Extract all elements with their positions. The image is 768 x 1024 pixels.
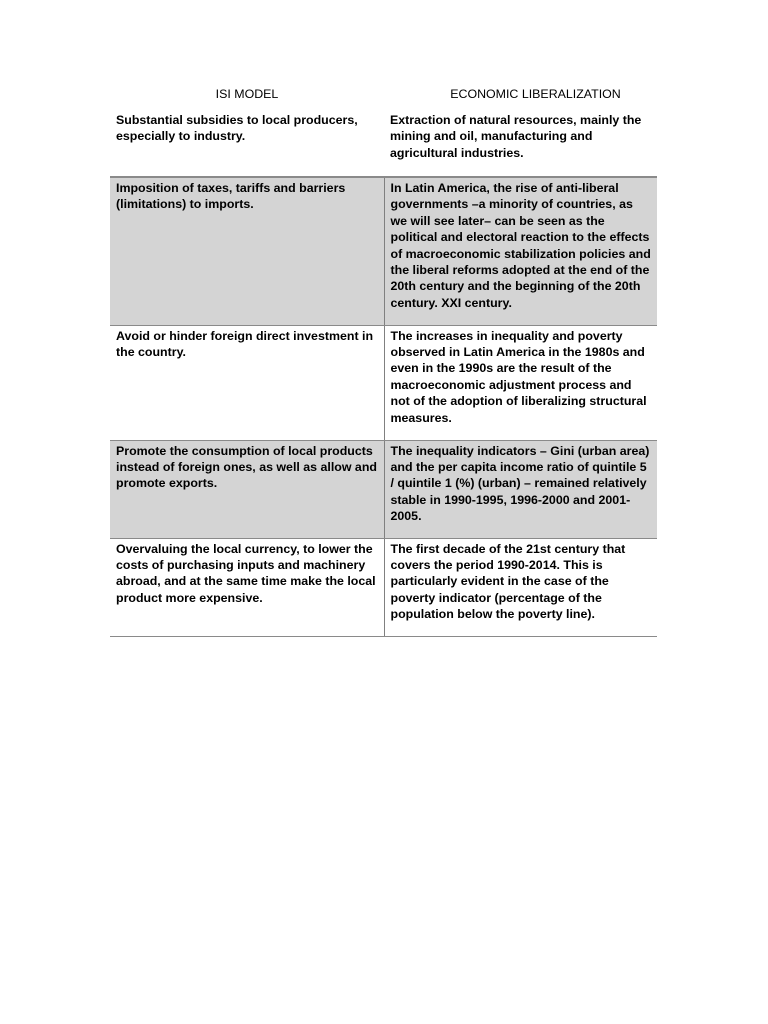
table-header xyxy=(110,86,657,110)
table-row xyxy=(110,325,657,440)
table-row xyxy=(110,110,657,177)
header-isi-model: ISI MODEL xyxy=(215,87,279,101)
isi-cell: Overvaluing the local currency, to lower the costs of purchasing inputs and machinery abroad, and at the same time make the local product more expensive. xyxy=(110,538,384,636)
table-row xyxy=(110,538,657,636)
header-economic-liberalization: ECONOMIC LIBERALIZATION xyxy=(450,87,621,101)
isi-cell: Avoid or hinder foreign direct investment in the country. xyxy=(110,325,384,440)
table-row xyxy=(110,177,657,325)
comparison-table xyxy=(110,86,657,637)
table-row xyxy=(110,440,657,538)
isi-cell: Imposition of taxes, tariffs and barriers (limitations) to imports. xyxy=(110,177,384,325)
isi-cell: Promote the consumption of local products instead of foreign ones, as well as allow and promote exports. xyxy=(110,440,384,538)
header-row xyxy=(110,86,657,110)
liberalization-cell: The increases in inequality and poverty observed in Latin America in the 1980s and even in the 1990s are the result of the macroeconomic adjustment process and not of the adoption of liberalizing structural measures. xyxy=(384,325,657,440)
liberalization-cell: The first decade of the 21st century that covers the period 1990-2014. This is particularly evident in the case of the poverty indicator (percentage of the population below the poverty line). xyxy=(384,538,657,636)
liberalization-cell: Extraction of natural resources, mainly the mining and oil, manufacturing and agricultural industries. xyxy=(384,110,657,177)
liberalization-cell: The inequality indicators – Gini (urban area) and the per capita income ratio of quintile 5 / quintile 1 (%) (urban) – remained relatively stable in 1990-1995, 1996-2000 and 2001-2005. xyxy=(384,440,657,538)
liberalization-cell: In Latin America, the rise of anti-liberal governments –a minority of countries, as we will see later– can be seen as the political and electoral reaction to the effects of macroeconomic stabilization policies and the liberal reforms adopted at the end of the 20th century and the beginning of the 20th century. XXI century. xyxy=(384,177,657,325)
isi-cell: Substantial subsidies to local producers, especially to industry. xyxy=(110,110,384,177)
table-body xyxy=(110,110,657,636)
